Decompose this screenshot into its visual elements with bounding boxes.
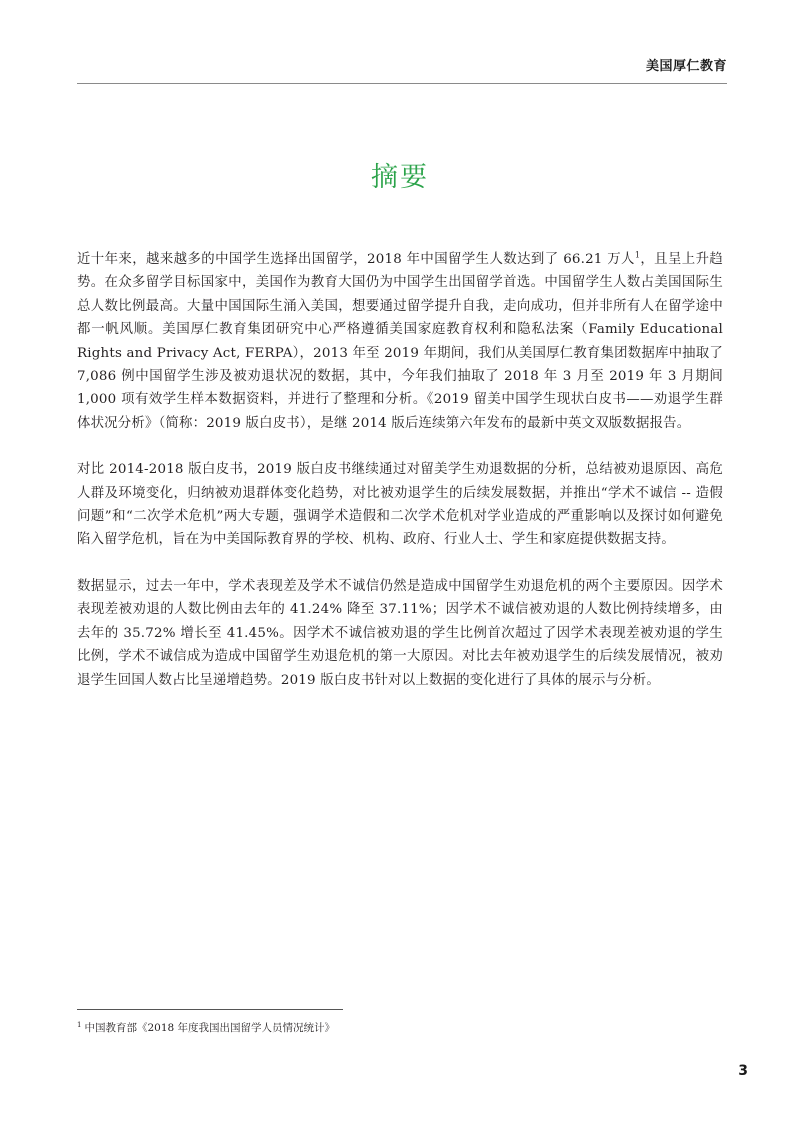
- paragraph-1: [77, 248, 723, 435]
- paragraph-2: 对比 2014-2018 版白皮书，2019 版白皮书继续通过对留美学生劝退数据的分析，总结被劝退原因、高危人群及环境变化，归纳被劝退群体变化趋势，对比被劝退学生的后续发展数据，并推出“学术不诚信 -- 造假问题”和“二次学术危机”两大专题，强调学术造假和二次学术危机对学业造成的严重影响以及探讨如何避免陷入留学危机，旨在为中美国际教育界的学校、机构、政府、行业人士、学生和家庭提供数据支持。: [77, 462, 723, 548]
- footnote-divider: [77, 1009, 343, 1010]
- page-number: 3: [738, 1063, 748, 1079]
- footnote-marker: 1: [77, 1020, 82, 1029]
- paragraph-1-text-start: 近十年来，越来越多的中国学生选择出国留学，2018 年中国留学生人数达到了 66.21 万人: [77, 252, 635, 267]
- paragraph-3: 数据显示，过去一年中，学术表现差及学术不诚信仍然是造成中国留学生劝退危机的两个主要原因。因学术表现差被劝退的人数比例由去年的 41.24% 降至 37.11%；因学术不诚信被劝退的人数比例持续增多，由去年的 35.72% 增长至 41.45%。因学术不诚信被劝退的学生比例首次超过了因学术表现差被劝退的学生比例，学术不诚信成为造成中国留学生劝退危机的第一大原因。对比去年被劝退学生的后续发展情况，被劝退学生回国人数占比呈递增趋势。2019 版白皮书针对以上数据的变化进行了具体的展示与分析。: [77, 578, 723, 688]
- header-brand: 美国厚仁教育: [645, 59, 727, 74]
- abstract-body: [77, 248, 723, 715]
- header-divider: [77, 83, 727, 84]
- footnote-text: 中国教育部《2018 年度我国出国留学人员情况统计》: [84, 1022, 336, 1034]
- footnote-reference[interactable]: 1: [634, 250, 641, 260]
- paragraph-1-text-end: ，且呈上升趋势。在众多留学目标国家中，美国作为教育大国仍为中国学生出国留学首选。中国留学生人数占美国国际生总人数比例最高。大量中国国际生涌入美国，想要通过留学提升自我，走向成功，但并非所有人在留学途中都一帆风顺。美国厚仁教育集团研究中心严格遵循美国家庭教育权利和隐私法案（Family Educational Rights and Privacy Act, FERPA），2013 年至 2019 年期间，我们从美国厚仁教育集团数据库中抽取了 7,086 例中国留学生涉及被劝退状况的数据，其中，今年我们抽取了 2018 年 3 月至 2019 年 3 月期间 1,000 项有效学生样本数据资料，并进行了整理和分析。《2019 留美中国学生现状白皮书——劝退学生群体状况分析》（简称：2019 版白皮书），是继 2014 版后连续第六年发布的最新中英文双版数据报告。: [77, 252, 723, 431]
- footnote: [77, 1021, 335, 1035]
- page-title: 摘要: [371, 162, 429, 193]
